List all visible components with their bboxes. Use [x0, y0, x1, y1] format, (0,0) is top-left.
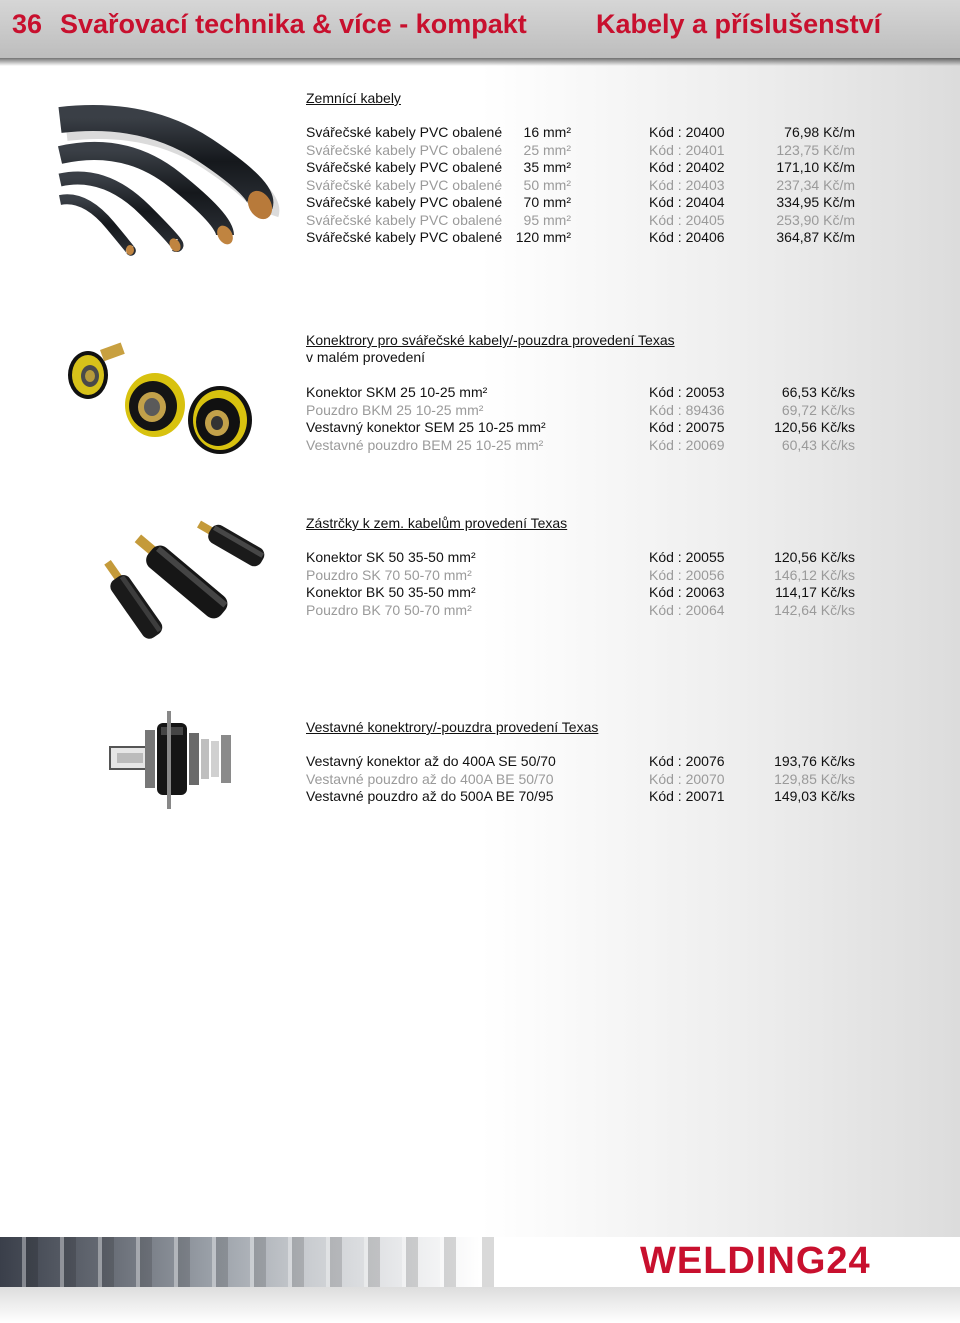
item-code: Kód : 20402 — [649, 159, 725, 175]
small-connectors-section — [306, 332, 866, 454]
item-name: Svářečské kabely PVC obalené — [306, 211, 503, 228]
ground-plugs-list — [306, 549, 866, 619]
section-title: Zemnící kabely — [306, 90, 401, 106]
item-name: Svářečské kabely PVC obalené — [306, 159, 503, 175]
list-item — [306, 177, 866, 195]
item-code: Kód : 89436 — [649, 401, 725, 418]
item-name: Svářečské kabely PVC obalené — [306, 176, 503, 193]
item-code: Kód : 20063 — [649, 584, 725, 600]
item-name: Svářečské kabely PVC obalené — [306, 194, 503, 210]
panel-connectors-list — [306, 753, 866, 806]
item-size: 16 mm² — [523, 124, 571, 140]
item-price: 142,64 Kč/ks — [774, 601, 855, 618]
item-code: Kód : 20064 — [649, 601, 725, 618]
item-size: 25 mm² — [523, 141, 571, 158]
item-code: Kód : 20075 — [649, 419, 725, 435]
list-item — [306, 771, 866, 789]
list-item — [306, 229, 866, 247]
list-item — [306, 159, 866, 177]
panel-connectors-section — [306, 719, 866, 806]
item-price: 76,98 Kč/m — [784, 124, 855, 140]
section-subtitle: v malém provedení — [306, 349, 426, 365]
list-item — [306, 549, 866, 567]
item-code: Kód : 20056 — [649, 566, 725, 583]
list-item — [306, 194, 866, 212]
item-code: Kód : 20404 — [649, 194, 725, 210]
panel-connector-photo — [105, 705, 245, 815]
item-code: Kód : 20055 — [649, 549, 725, 565]
item-size: 120 mm² — [515, 229, 571, 245]
list-item — [306, 419, 866, 437]
item-code: Kód : 20053 — [649, 384, 725, 400]
item-name: Vestavné pouzdro až do 400A BE 50/70 — [306, 770, 554, 787]
item-price: 253,90 Kč/m — [776, 211, 855, 228]
item-price: 171,10 Kč/m — [776, 159, 855, 175]
list-item — [306, 567, 866, 585]
item-size: 50 mm² — [523, 176, 571, 193]
item-price: 66,53 Kč/ks — [781, 384, 855, 400]
item-code: Kód : 20406 — [649, 229, 725, 245]
item-price: 193,76 Kč/ks — [774, 753, 855, 769]
item-price: 129,85 Kč/ks — [774, 770, 855, 787]
item-price: 237,34 Kč/m — [776, 176, 855, 193]
item-size: 95 mm² — [523, 211, 571, 228]
ground-plugs-photo — [70, 515, 270, 665]
list-item — [306, 584, 866, 602]
brand-logo: WELDING24 — [640, 1240, 871, 1282]
item-name: Pouzdro SK 70 50-70 mm² — [306, 566, 472, 583]
item-name: Pouzdro BKM 25 10-25 mm² — [306, 401, 484, 418]
item-name: Konektor SK 50 35-50 mm² — [306, 549, 476, 565]
item-name: Vestavné pouzdro až do 500A BE 70/95 — [306, 788, 554, 804]
item-name: Svářečské kabely PVC obalené — [306, 141, 503, 158]
item-name: Vestavné pouzdro BEM 25 10-25 mm² — [306, 436, 544, 453]
item-code: Kód : 20401 — [649, 141, 725, 158]
item-name: Konektor BK 50 35-50 mm² — [306, 584, 476, 600]
list-item — [306, 602, 866, 620]
item-code: Kód : 20069 — [649, 436, 725, 453]
item-name: Svářečské kabely PVC obalené — [306, 229, 503, 245]
item-price: 334,95 Kč/m — [776, 194, 855, 210]
item-price: 114,17 Kč/ks — [775, 584, 855, 600]
item-name: Konektor SKM 25 10-25 mm² — [306, 384, 488, 400]
list-item — [306, 753, 866, 771]
small-connectors-list — [306, 384, 866, 454]
item-name: Svářečské kabely PVC obalené — [306, 124, 503, 140]
ground-cables-list — [306, 124, 866, 247]
catalog-title: Svařovací technika & více - kompakt — [60, 9, 527, 39]
item-price: 146,12 Kč/ks — [774, 566, 855, 583]
ground-plugs-section — [306, 515, 866, 619]
section-title: Zástrčky k zem. kabelům provedení Texas — [306, 515, 568, 531]
item-price: 123,75 Kč/m — [776, 141, 855, 158]
item-price: 60,43 Kč/ks — [781, 436, 855, 453]
item-code: Kód : 20076 — [649, 753, 725, 769]
item-code: Kód : 20403 — [649, 176, 725, 193]
list-item — [306, 212, 866, 230]
cables-photo — [55, 100, 280, 265]
footer-bottom — [0, 1287, 960, 1323]
item-price: 69,72 Kč/ks — [781, 401, 855, 418]
item-code: Kód : 20405 — [649, 211, 725, 228]
item-size: 35 mm² — [523, 159, 571, 175]
small-connectors-photo — [60, 340, 275, 460]
item-price: 149,03 Kč/ks — [774, 788, 855, 804]
list-item — [306, 437, 866, 455]
item-code: Kód : 20400 — [649, 124, 725, 140]
item-code: Kód : 20070 — [649, 770, 725, 787]
list-item — [306, 788, 866, 806]
item-name: Vestavný konektor až do 400A SE 50/70 — [306, 753, 556, 769]
item-size: 70 mm² — [523, 194, 571, 210]
item-name: Vestavný konektor SEM 25 10-25 mm² — [306, 419, 546, 435]
section-title: Vestavné konektrory/-pouzdra provedení Texas — [306, 719, 599, 735]
item-price: 364,87 Kč/m — [776, 229, 855, 245]
list-item — [306, 124, 866, 142]
list-item — [306, 402, 866, 420]
list-item — [306, 384, 866, 402]
section-title: Konektrory pro svářečské kabely/-pouzdra provedení Texas — [306, 332, 675, 348]
footer-photo-strip — [0, 1237, 520, 1287]
item-price: 120,56 Kč/ks — [774, 549, 855, 565]
item-code: Kód : 20071 — [649, 788, 725, 804]
page-number: 36 — [12, 9, 43, 39]
item-name: Pouzdro BK 70 50-70 mm² — [306, 601, 472, 618]
item-price: 120,56 Kč/ks — [774, 419, 855, 435]
header-shadow — [0, 58, 960, 66]
category-title: Kabely a příslušenství — [596, 9, 882, 39]
ground-cables-section — [306, 90, 866, 247]
list-item — [306, 142, 866, 160]
